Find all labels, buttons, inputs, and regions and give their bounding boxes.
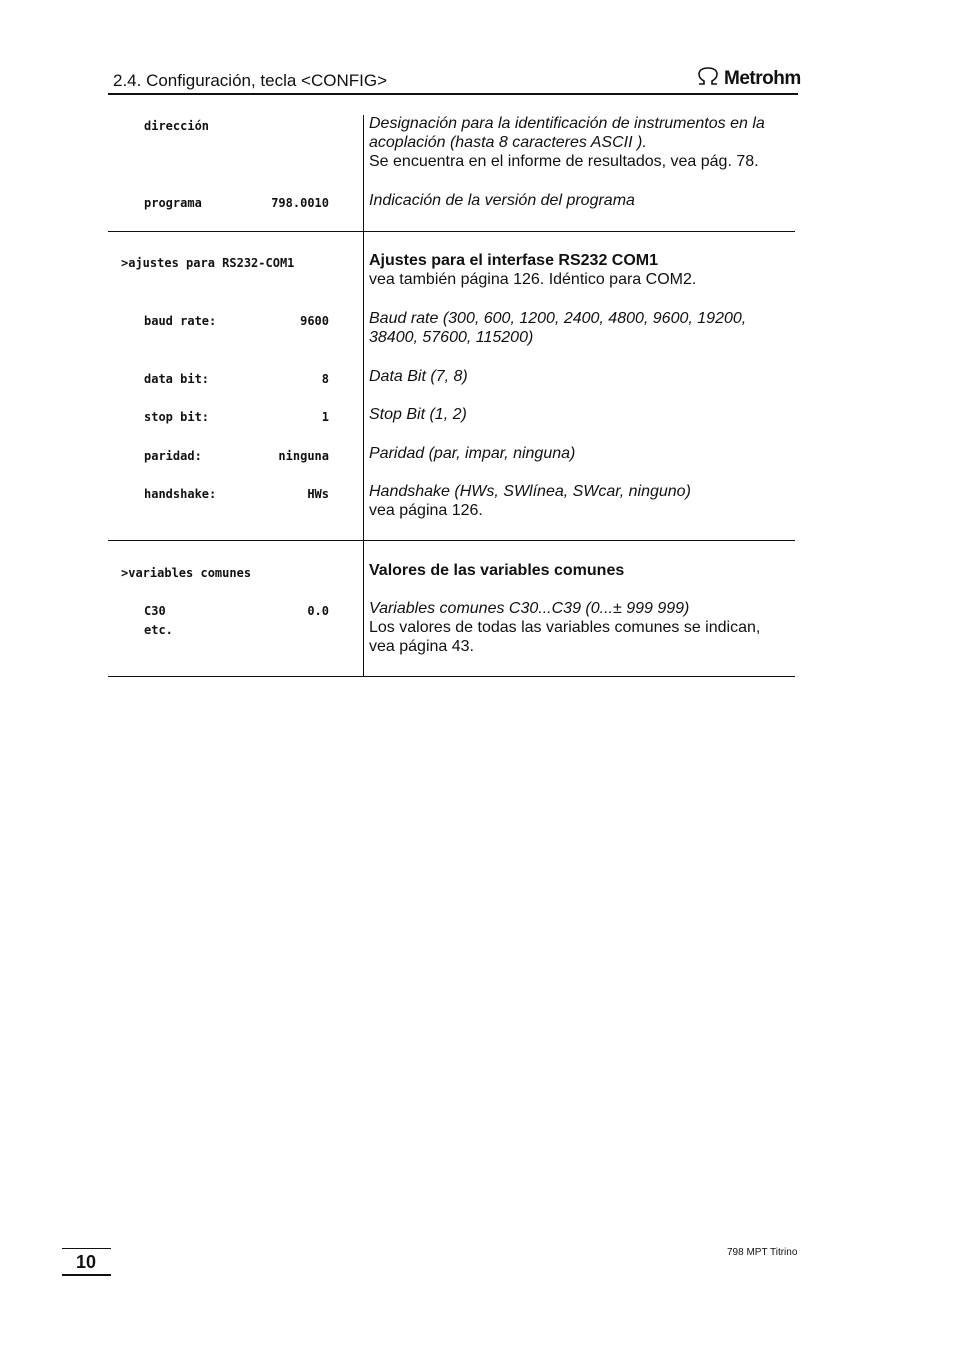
description: Data Bit (7, 8) (369, 368, 468, 385)
section-title: 2.4. Configuración, tecla <CONFIG> (113, 71, 388, 90)
param-label: paridad: (144, 449, 202, 463)
description: 38400, 57600, 115200) (369, 329, 534, 346)
description: Stop Bit (1, 2) (369, 406, 467, 423)
page-number: 10 (76, 1252, 97, 1272)
param-value: 9600 (300, 314, 329, 328)
menu-heading: >ajustes para RS232-COM1 (121, 256, 295, 270)
description: Variables comunes C30...C39 (0...± 999 999) (369, 600, 690, 617)
description: Se encuentra en el informe de resultados, vea pág. 78. (369, 153, 759, 170)
description: acoplación (hasta 8 caracteres ASCII ). (369, 134, 647, 151)
metrohm-logo (696, 66, 801, 91)
param-label: dirección (144, 119, 210, 133)
param-label: programa (144, 196, 202, 210)
logo-text: Metrohm (724, 67, 801, 89)
product-name: 798 MPT Titrino (727, 1247, 798, 1258)
description: Los valores de todas las variables comunes se indican, (369, 619, 761, 636)
footer-rule (62, 1248, 111, 1249)
param-value: 1 (321, 410, 329, 424)
param-label: handshake: (144, 487, 217, 501)
footer-rule (62, 1274, 111, 1276)
menu-heading: >variables comunes (121, 566, 252, 580)
section-heading: Valores de las variables comunes (369, 562, 625, 579)
column-divider (363, 232, 364, 541)
column-divider (363, 115, 364, 232)
description: vea página 43. (369, 638, 474, 655)
omega-icon (696, 66, 720, 91)
header-rule (108, 93, 798, 95)
param-label: baud rate: (144, 314, 217, 328)
description: Handshake (HWs, SWlínea, SWcar, ninguno) (369, 483, 691, 500)
row-divider (108, 540, 795, 541)
description: vea página 126. (369, 502, 483, 519)
row-divider (108, 231, 795, 232)
row-divider (108, 676, 795, 677)
description: Designación para la identificación de instrumentos en la (369, 115, 765, 132)
param-label: stop bit: (144, 410, 210, 424)
param-value: 798.0010 (271, 196, 329, 210)
param-value: ninguna (278, 449, 329, 463)
param-value: 0.0 (307, 604, 329, 618)
param-label: etc. (144, 623, 173, 637)
param-label: data bit: (144, 372, 210, 386)
description: vea también página 126. Idéntico para COM2. (369, 271, 697, 288)
column-divider (363, 541, 364, 676)
param-value: 8 (321, 372, 329, 386)
description: Indicación de la versión del programa (369, 192, 635, 209)
param-value: HWs (307, 487, 329, 501)
description: Baud rate (300, 600, 1200, 2400, 4800, 9600, 19200, (369, 310, 747, 327)
description: Paridad (par, impar, ninguna) (369, 445, 576, 462)
param-label: C30 (144, 604, 166, 618)
section-heading: Ajustes para el interfase RS232 COM1 (369, 252, 659, 269)
